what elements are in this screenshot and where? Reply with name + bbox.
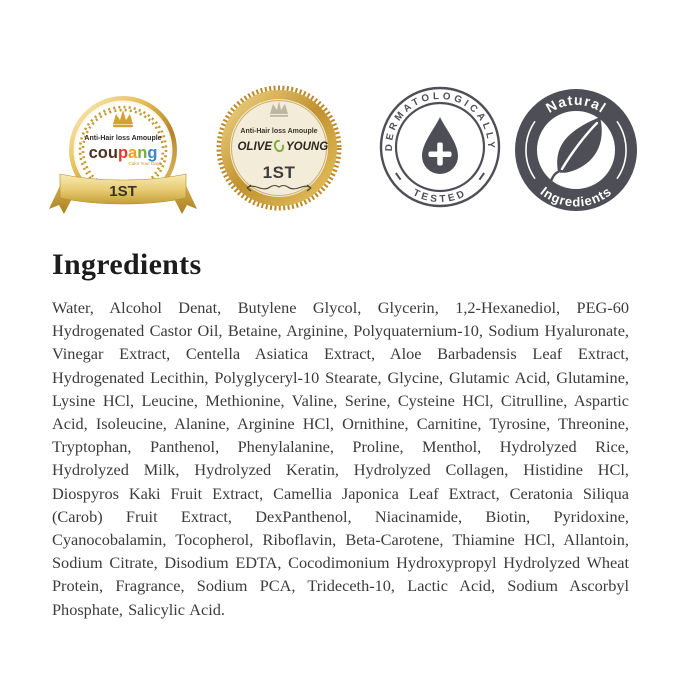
natural-top-text: Natural [543, 91, 610, 116]
oliveyoung-award-badge [212, 85, 346, 213]
oliveyoung-subtitle: Anti-Hair loss Amouple [240, 128, 318, 135]
natural-ring [512, 86, 640, 214]
coupang-award-badge [48, 93, 198, 227]
svg-text:OLIVE: OLIVE [237, 141, 272, 153]
svg-text:YOUNG: YOUNG [286, 141, 329, 153]
ingredients-text: Water, Alcohol Denat, Butylene Glycol, Glycerin, 1,2-Hexanediol, PEG-60 Hydrogenated Castor Oil, Betaine, Arginine, Polyquaternium-10, Sodium Hyaluronate, Vinegar Extract, Centella Asiatica Extract, Aloe Barbadensis Leaf Extract, Hydrogenated Lecithin, Polyglyceryl-10 Stearate, Glycine, Glutamic Acid, Glutamine, Lysine HCl, Leucine, Methionine, Valine, Serine, Cysteine HCl, Citrulline, Aspartic Acid, Isoleucine, Alanine, Arginine HCl, Ornithine, Carnitine, Tyrosine, Threonine, Tryptophan, Panthenol, Phenylalanine, Proline, Menthol, Hydrolyzed Rice, Hydrolyzed Milk, Hydrolyzed Keratin, Hydrolyzed Collagen, Histidine HCl, Diospyros Kaki Fruit Extract, Camellia Japonica Leaf Extract, Ceratonia Siliqua (Carob) Fruit Extract, DexPanthenol, Niacinamide, Biotin, Pyridoxine, Cyanocobalamin, Tocopherol, Riboflavin, Beta-Carotene, Thiamine HCl, Allantoin, Sodium Citrate, Disodium EDTA, Cocodimonium Hydroxypropyl Hydrolyzed Wheat Protein, Fragrance, Sodium PCA, Trideceth-10, Lactic Acid, Sodium Ascorbyl Phosphate, Salicylic Acid. [52, 298, 629, 619]
oliveyoung-seal [212, 85, 346, 213]
ingredients-section [52, 248, 629, 621]
derma-ring [376, 85, 504, 211]
derma-tested-badge [376, 85, 504, 211]
coupang-subtitle: Anti-Hair loss Amouple [84, 135, 162, 142]
ribbon-rank-label: 1ST [109, 183, 137, 200]
coupang-tagline: Color Your Days [128, 161, 162, 166]
coupang-medal [48, 93, 198, 227]
derma-top-text: DERMATOLOGICALLY [383, 90, 497, 152]
natural-ingredients-badge [512, 86, 640, 214]
oliveyoung-rank-label: 1ST [262, 163, 296, 182]
natural-bottom-text: Ingredients [537, 183, 615, 210]
coupang-logo: coupang [88, 144, 158, 162]
derma-bottom-text: TESTED [411, 187, 469, 206]
ingredients-heading: Ingredients [52, 248, 202, 281]
